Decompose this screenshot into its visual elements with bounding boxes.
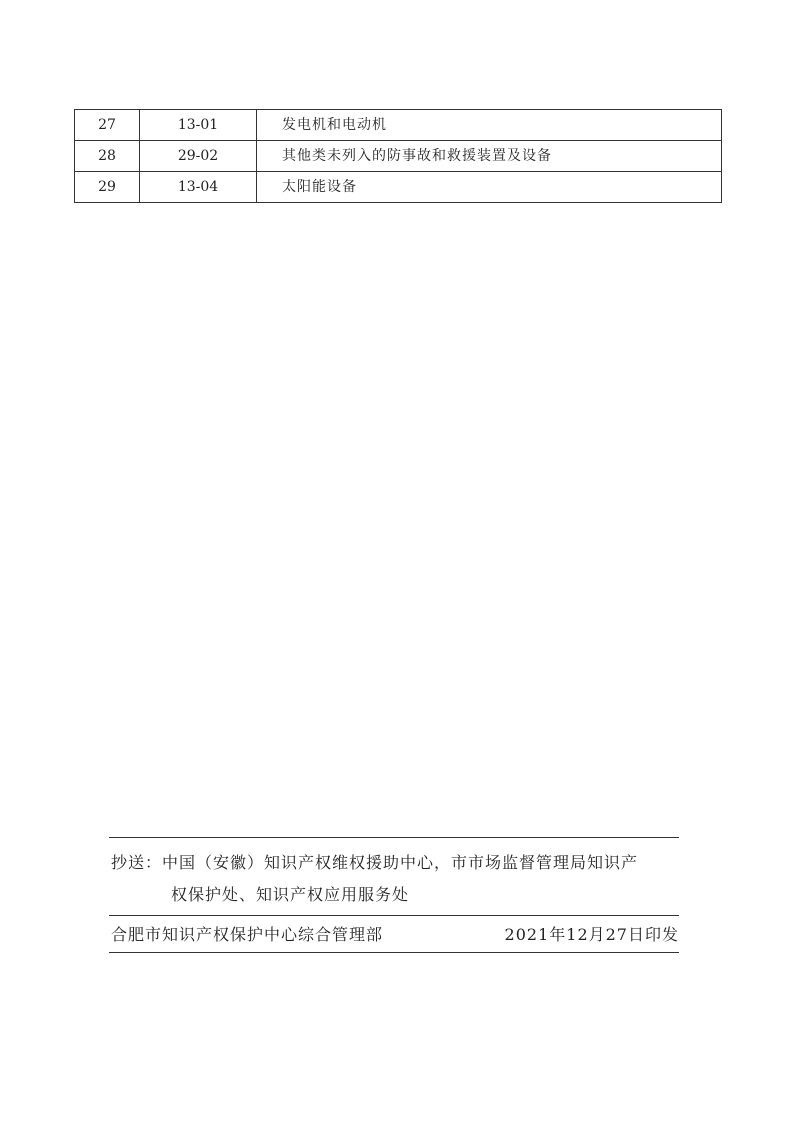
issue-info bbox=[109, 916, 679, 952]
issuing-department: 合肥市知识产权保护中心综合管理部 bbox=[111, 925, 384, 944]
classification-code: 13-04 bbox=[140, 172, 257, 203]
row-number: 28 bbox=[75, 141, 140, 172]
product-name: 其他类未列入的防事故和救援装置及设备 bbox=[257, 141, 722, 172]
product-name: 发电机和电动机 bbox=[257, 110, 722, 141]
table-row bbox=[75, 110, 722, 141]
issue-date: 2021年12月27日印发 bbox=[504, 925, 679, 944]
row-number: 29 bbox=[75, 172, 140, 203]
cc-recipients-line-2: 权保护处、知识产权应用服务处 bbox=[171, 885, 410, 904]
row-number: 27 bbox=[75, 110, 140, 141]
footer-top-rule bbox=[109, 837, 679, 838]
category-table bbox=[74, 109, 722, 203]
product-name: 太阳能设备 bbox=[257, 172, 722, 203]
document-footer bbox=[109, 837, 679, 953]
table-row bbox=[75, 172, 722, 203]
footer-bottom-rule bbox=[109, 952, 679, 953]
classification-code: 29-02 bbox=[140, 141, 257, 172]
table-row bbox=[75, 141, 722, 172]
classification-code: 13-01 bbox=[140, 110, 257, 141]
cc-recipients-line-1: 抄送：中国（安徽）知识产权维权援助中心，市市场监督管理局知识产 bbox=[111, 853, 639, 872]
